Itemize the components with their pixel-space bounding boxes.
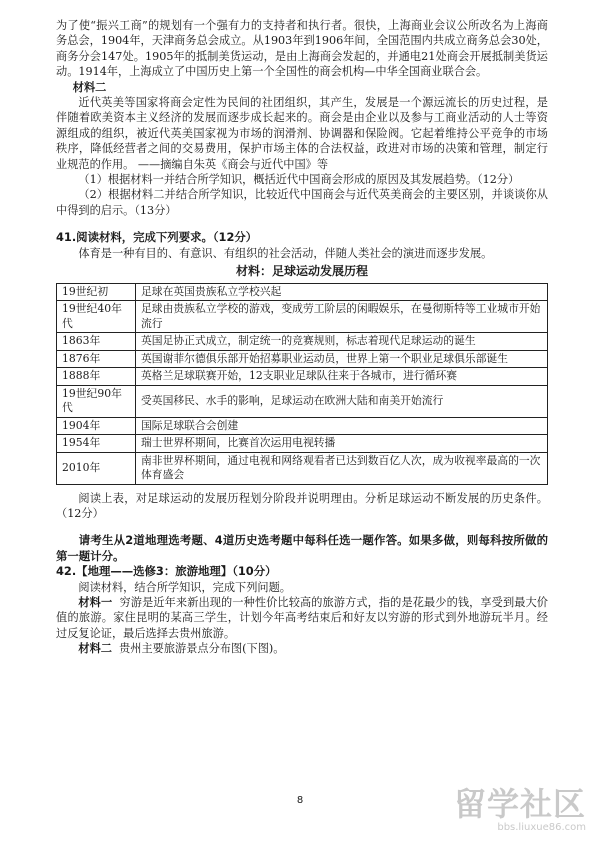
table-cell-event: 南非世界杯期间，通过电视和网络观看者已达到数百亿人次，成为收视率最高的一次体育盛会 bbox=[136, 452, 548, 484]
question-41-task: 阅读上表，对足球运动的发展历程划分阶段并说明理由。分析足球运动不断发展的历史条件。（12分） bbox=[56, 491, 548, 520]
table-row bbox=[57, 301, 548, 333]
document-page bbox=[56, 18, 548, 657]
table-cell-event: 国际足球联合会创建 bbox=[136, 417, 548, 435]
table-cell-event: 英国足协正式成立，制定统一的竞赛规则，标志着现代足球运动的诞生 bbox=[136, 333, 548, 351]
table-cell-period: 2010年 bbox=[57, 452, 136, 484]
question-42-material2 bbox=[56, 641, 548, 656]
question-41-intro: 体育是一种有目的、有意识、有组织的社会活动，伴随人类社会的演进而逐步发展。 bbox=[78, 246, 493, 260]
table-row bbox=[57, 452, 548, 484]
page-number: 8 bbox=[296, 795, 304, 806]
question-42-material2-label: 材料二 bbox=[78, 641, 112, 656]
watermark-logo bbox=[436, 786, 586, 838]
table-row bbox=[57, 385, 548, 417]
table-cell-event: 英国谢菲尔德俱乐部开始招募职业运动员，世界上第一个职业足球俱乐部诞生 bbox=[136, 350, 548, 368]
table-cell-event: 受英国移民、水手的影响，足球运动在欧洲大陆和南美开始流行 bbox=[136, 385, 548, 417]
table-row bbox=[57, 350, 548, 368]
table-cell-event: 英格兰足球联赛开始，12支职业足球队往来于各城市，进行循环赛 bbox=[136, 368, 548, 386]
question-42-instruction: 阅读材料，结合所学知识，完成下列问题。 bbox=[78, 580, 291, 594]
elective-notice: 请考生从2道地理选考题、4道历史选考题中每科任选一题作答。如果多做，则每科按所做的第一题计分。 bbox=[56, 533, 548, 563]
watermark-url: bbs.liuxue86.com bbox=[497, 822, 586, 833]
material2-label: 材料二 bbox=[72, 79, 107, 94]
table-row bbox=[57, 435, 548, 453]
table-cell-period: 1954年 bbox=[57, 435, 136, 453]
table-row bbox=[57, 368, 548, 386]
material1-paragraph: 为了使“振兴工商”的规划有一个强有力的支持者和执行者。很快，上海商业会议公所改名为上海商务总会，1904年，天津商务总会成立。从1903年到1906年间，全国范围内共成立商务总会30处，商务分会147处。1905年的抵制美货运动，是由上海商会发起的，并通电21处商会开展抵制美货运动。1914年，上海成立了中国历史上第一个全国性的商会机构—中华全国商业联合会。 bbox=[56, 19, 548, 79]
table-row bbox=[57, 417, 548, 435]
table-cell-period: 19世纪40年代 bbox=[57, 301, 136, 333]
question-1: （1）根据材料一并结合所学知识，概括近代中国商会形成的原因及其发展趋势。（12分） bbox=[78, 173, 520, 187]
watermark-text: 留学社区 bbox=[453, 785, 586, 823]
table-row bbox=[57, 333, 548, 351]
table-cell-period: 19世纪初 bbox=[57, 283, 136, 301]
table-cell-event: 瑞士世界杯期间，比赛首次运用电视转播 bbox=[136, 435, 548, 453]
question-42-material1-text: 穷游是近年来新出现的一种性价比较高的旅游方式，指的是花最少的钱，享受到最大价值的旅游。家住昆明的某高三学生，计划今年高考结束后和好友以穷游的形式到外地游玩半月。经过反复论证，最后选择去贵州旅游。 bbox=[56, 595, 548, 640]
question-41-title: 41.阅读材料，完成下列要求。（12分） bbox=[56, 230, 258, 245]
table-cell-event: 足球在英国贵族私立学校兴起 bbox=[136, 283, 548, 301]
football-history-table bbox=[56, 283, 548, 485]
table-cell-event: 足球由贵族私立学校的游戏，变成劳工阶层的闲暇娱乐，在曼彻斯特等工业城市开始流行 bbox=[136, 301, 548, 333]
table-title: 材料：足球运动发展历程 bbox=[235, 264, 368, 279]
table-cell-period: 19世纪90年代 bbox=[57, 385, 136, 417]
question-42-material2-text: 贵州主要旅游景点分布图(下图)。 bbox=[119, 642, 285, 656]
table-cell-period: 1888年 bbox=[57, 368, 136, 386]
table-row bbox=[57, 283, 548, 301]
question-42-title: 42.【地理——选修3：旅游地理】（10分） bbox=[56, 564, 277, 579]
material2-paragraph: 近代英美等国家将商会定性为民间的社团组织，其产生，发展是一个源远流长的历史过程，是伴随着欧美资本主义经济的发展而逐步成长起来的。商会是由企业以及参与工商业活动的人士等资源组成的组织，被近代英美国家视为市场的润滑剂、协调器和保险阀。它起着维持公平竞争的市场秩序，降低经营者之间的交易费用，保护市场主体的合法权益，政进对市场的决策和管理，制定行业规范的作用。 ——摘编自朱英《商会与近代中国》等 bbox=[56, 96, 548, 171]
question-42-material1 bbox=[56, 595, 548, 641]
table-cell-period: 1904年 bbox=[57, 417, 136, 435]
table-cell-period: 1876年 bbox=[57, 350, 136, 368]
question-2: （2）根据材料二并结合所学知识，比较近代中国商会与近代英美商会的主要区别，并谈谈你从中得到的启示。（13分） bbox=[56, 188, 548, 217]
question-42-material1-label: 材料一 bbox=[78, 594, 113, 609]
table-cell-period: 1863年 bbox=[57, 333, 136, 351]
